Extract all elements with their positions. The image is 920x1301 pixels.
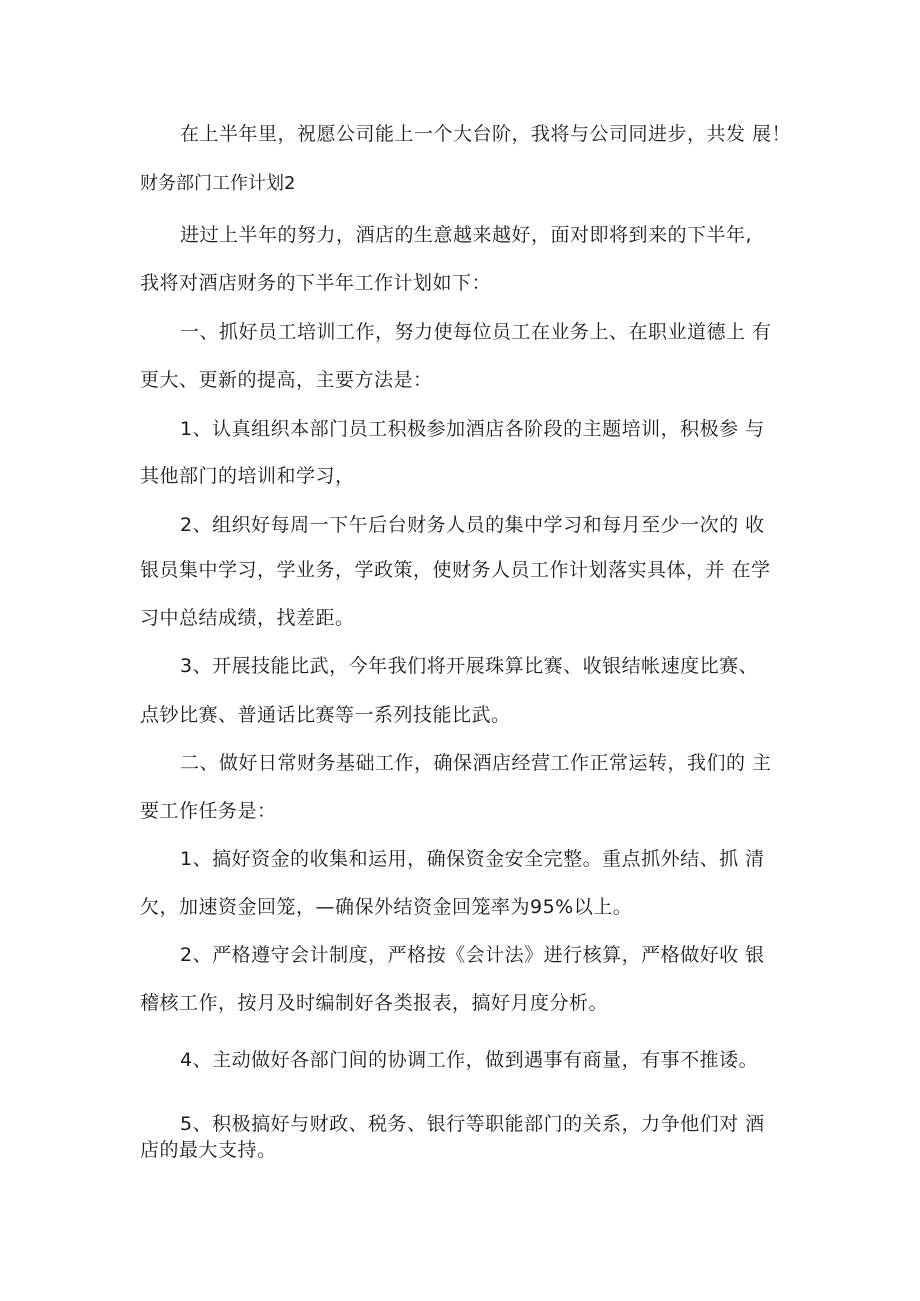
paragraph-line: 习中总结成绩，找差距。 [140,607,355,629]
paragraph-line: 一、抓好员工培训工作，努力使每位员工在业务上、在职业道德上 有 [180,321,772,343]
paragraph-line: 进过上半年的努力，酒店的生意越来越好，面对即将到来的下半年, [180,224,753,246]
paragraph-line: 店的最大支持。 [140,1139,277,1161]
paragraph-line: 二、做好日常财务基础工作，确保酒店经营工作正常运转，我们的 主 [180,752,772,774]
paragraph-line: 稽核工作，按月及时编制好各类报表，搞好月度分析。 [140,992,609,1014]
paragraph-line: 1、认真组织本部门员工积极参加酒店各阶段的主题培训，积极参 与 [180,418,765,440]
paragraph-line: 5、积极搞好与财政、税务、银行等职能部门的关系，力争他们对 酒 [180,1113,765,1135]
paragraph-line: 1、搞好资金的收集和运用，确保资金安全完整。重点抓外结、抓 清 [180,848,765,870]
paragraph-line: 银员集中学习，学业务，学政策，使财务人员工作计划落实具体，并 在学 [140,559,771,581]
paragraph-line: 欠，加速资金回笼，—确保外结资金回笼率为95%以上。 [140,896,633,918]
paragraph-line: 在上半年里，祝愿公司能上一个大台阶，我将与公司同进步，共发 展！ [180,123,792,145]
paragraph-line: 我将对酒店财务的下半年工作计划如下： [140,272,492,294]
paragraph-line: 更大、更新的提高，主要方法是： [140,369,433,391]
paragraph-line: 点钞比赛、普通话比赛等一系列技能比武。 [140,704,511,726]
paragraph-line: 3、开展技能比武，今年我们将开展珠算比赛、收银结帐速度比赛、 [180,655,759,677]
paragraph-line: 其他部门的培训和学习， [140,465,355,487]
paragraph-line: 要工作任务是： [140,800,277,822]
section-title: 财务部门工作计划2 [140,173,296,194]
paragraph-line: 2、严格遵守会计制度，严格按《会计法》进行核算，严格做好收 银 [180,944,765,966]
paragraph-line: 2、组织好每周一下午后台财务人员的集中学习和每月至少一次的 收 [180,514,765,536]
paragraph-line: 4、主动做好各部门间的协调工作，做到遇事有商量，有事不推诿。 [180,1049,759,1071]
